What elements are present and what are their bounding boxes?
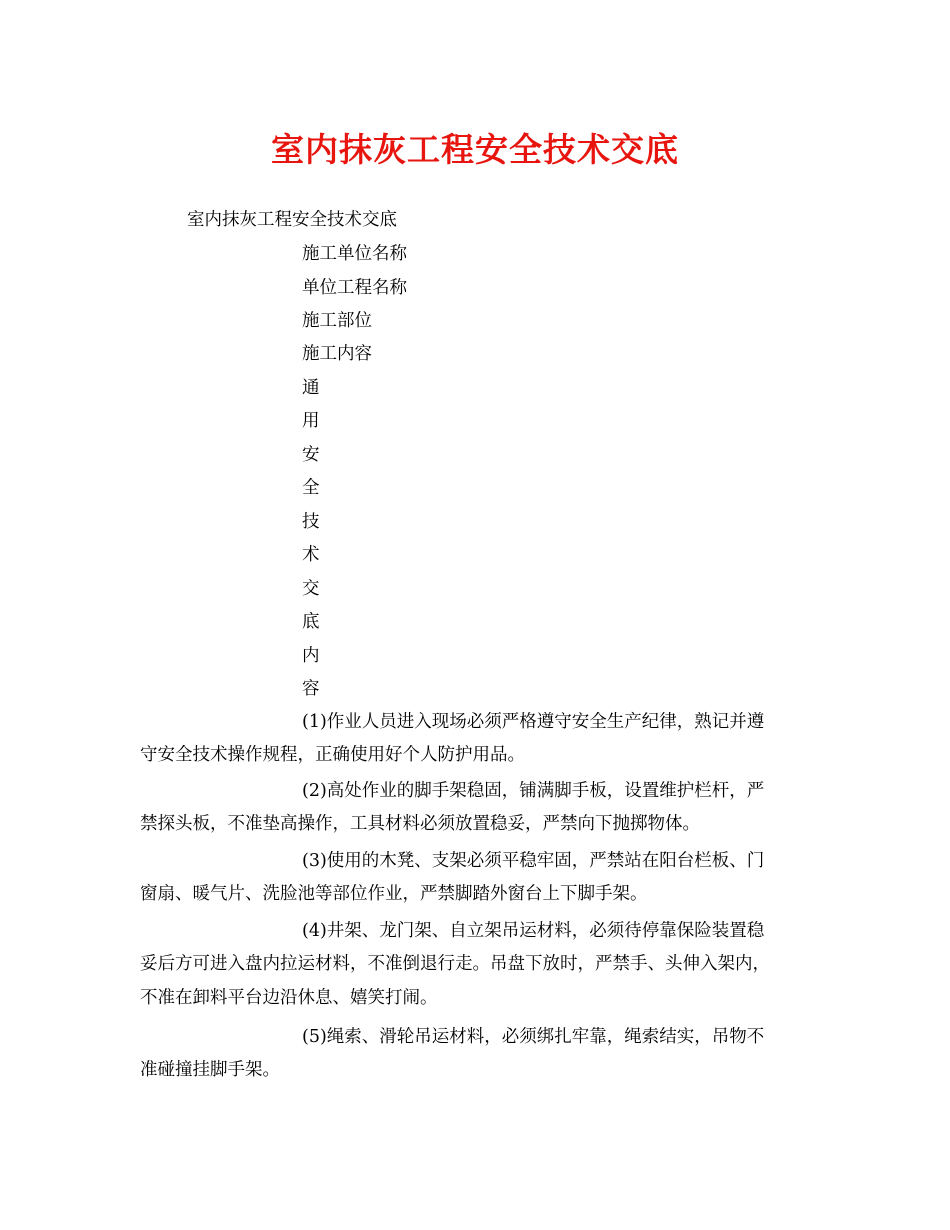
vertical-char: 安 <box>302 445 320 465</box>
vertical-char: 技 <box>302 512 320 532</box>
paragraph-line: (2)高处作业的脚手架稳固，铺满脚手板，设置维护栏杆，严 <box>302 781 765 801</box>
paragraph-1 <box>140 706 812 773</box>
document-subtitle: 室内抹灰工程安全技术交底 <box>187 210 397 230</box>
vertical-char: 交 <box>302 579 320 599</box>
paragraph-line: (4)井架、龙门架、自立架吊运材料，必须待停靠保险装置稳 <box>302 921 765 941</box>
vertical-char: 术 <box>302 545 320 565</box>
paragraph-line: 准碰撞挂脚手架。 <box>140 1060 280 1081</box>
paragraph-line: 窗扇、暖气片、洗脸池等部位作业，严禁脚踏外窗台上下脚手架。 <box>140 884 648 905</box>
vertical-char: 通 <box>302 378 320 398</box>
paragraph-line: 妥后方可进入盘内拉运材料，不准倒退行走。吊盘下放时，严禁手、头伸入架内， <box>140 954 770 975</box>
paragraph-line: (1)作业人员进入现场必须严格遵守安全生产纪律，熟记并遵 <box>302 712 765 732</box>
vertical-char: 全 <box>302 478 320 498</box>
paragraph-5 <box>140 1021 812 1088</box>
label-construction-part: 施工部位 <box>302 311 372 331</box>
vertical-char: 内 <box>302 646 320 666</box>
label-project-name: 单位工程名称 <box>302 278 407 298</box>
label-construction-unit: 施工单位名称 <box>302 244 407 264</box>
vertical-char: 容 <box>302 679 320 699</box>
paragraph-line: 不准在卸料平台边沿休息、嬉笑打闹。 <box>140 987 438 1008</box>
paragraph-line: (3)使用的木凳、支架必须平稳牢固，严禁站在阳台栏板、门 <box>302 851 765 871</box>
paragraph-4 <box>140 915 812 1015</box>
paragraph-line: 守安全技术操作规程，正确使用好个人防护用品。 <box>140 745 525 766</box>
paragraph-3 <box>140 845 812 912</box>
document-title: 室内抹灰工程安全技术交底 <box>271 130 679 169</box>
paragraph-line: 禁探头板，不准垫高操作，工具材料必须放置稳妥，严禁向下抛掷物体。 <box>140 814 700 835</box>
paragraph-line: (5)绳索、滑轮吊运材料，必须绑扎牢靠，绳索结实，吊物不 <box>302 1027 765 1047</box>
label-construction-content: 施工内容 <box>302 344 372 364</box>
vertical-char: 用 <box>302 411 320 431</box>
vertical-char: 底 <box>302 612 320 632</box>
paragraph-2 <box>140 775 812 842</box>
